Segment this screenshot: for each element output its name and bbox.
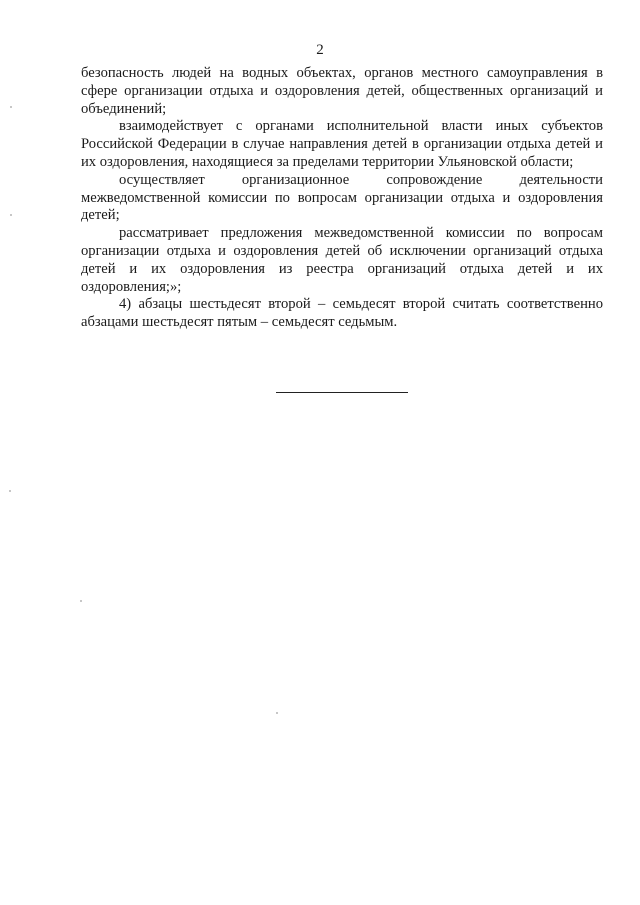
document-body bbox=[81, 65, 603, 332]
scan-speck bbox=[80, 600, 82, 602]
closing-divider-line bbox=[276, 392, 408, 393]
paragraph-proposals: рассматривает предложения межведомственной комиссии по вопросам организации отдыха и оздоровления детей об исключении организаций отдыха детей и их оздоровления из реестра организаций отдыха детей и их оздоровления;»; bbox=[81, 225, 603, 295]
paragraph-commission-support: осуществляет организационное сопровождение деятельности межведомственной комиссии по вопросам организации отдыха и оздоровления детей; bbox=[81, 171, 603, 224]
scan-speck bbox=[10, 106, 12, 108]
paragraph-amendment: 4) абзацы шестьдесят второй – семьдесят второй считать соответственно абзацами шестьдесят пятым – семьдесят седьмым. bbox=[81, 296, 603, 331]
page-number: 2 bbox=[316, 42, 324, 58]
paragraph-continuation: безопасность людей на водных объектах, органов местного самоуправления в сфере организации отдыха и оздоровления детей, общественных организаций и объединений; bbox=[81, 65, 603, 117]
scan-speck bbox=[9, 490, 11, 492]
scan-speck bbox=[276, 712, 278, 714]
paragraph-interaction: взаимодействует с органами исполнительной власти иных субъектов Российской Федерации в случае направления детей в организации отдыха детей и их оздоровления, находящиеся за пределами территории Ульяновской области; bbox=[81, 118, 603, 170]
scan-speck bbox=[10, 214, 12, 216]
